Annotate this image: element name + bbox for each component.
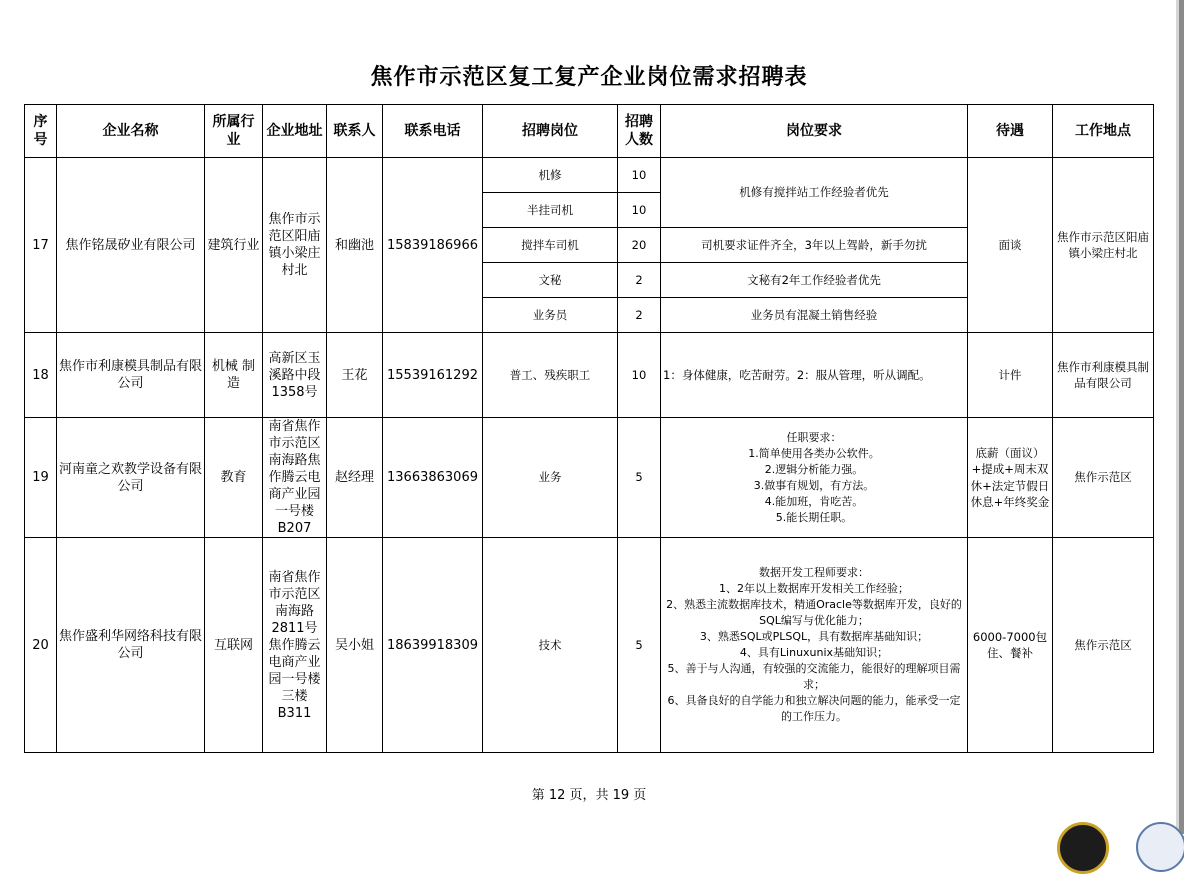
- header-requirement: 岗位要求: [661, 105, 968, 158]
- row-position: 业务员: [483, 298, 618, 333]
- row-pay: 计件: [968, 333, 1053, 418]
- row-requirement: [661, 418, 968, 538]
- row-address: 南省焦作市示范区南海路焦作腾云电商产业园一号楼B207: [263, 418, 327, 538]
- row-position: 文秘: [483, 263, 618, 298]
- row-company: 焦作铭晟矽业有限公司: [57, 158, 205, 333]
- row-industry: 机械 制造: [205, 333, 263, 418]
- row-requirement: [661, 538, 968, 753]
- row-count: 2: [618, 298, 661, 333]
- row-requirement: 文秘有2年工作经验者优先: [661, 263, 968, 298]
- header-address: 企业地址: [263, 105, 327, 158]
- row-industry: 教育: [205, 418, 263, 538]
- row-position: 机修: [483, 158, 618, 193]
- row-address: 焦作市示范区阳庙镇小梁庄村北: [263, 158, 327, 333]
- header-count: 招聘人数: [618, 105, 661, 158]
- header-industry: 所属行业: [205, 105, 263, 158]
- row-address: 南省焦作市示范区南海路2811号焦作腾云电商产业园一号楼三楼B311: [263, 538, 327, 753]
- row-contact: 和幽池: [327, 158, 383, 333]
- header-company: 企业名称: [57, 105, 205, 158]
- row-count: 10: [618, 333, 661, 418]
- header-seq: 序号: [25, 105, 57, 158]
- row-phone: 15839186966: [383, 158, 483, 333]
- table-row: [25, 538, 1154, 753]
- row-seq: 19: [25, 418, 57, 538]
- requirement-line: 4、具有Linuxunix基础知识；: [739, 646, 889, 659]
- header-phone: 联系电话: [383, 105, 483, 158]
- header-workplace: 工作地点: [1053, 105, 1154, 158]
- row-position: 半挂司机: [483, 193, 618, 228]
- row-pay: 6000-7000包住、餐补: [968, 538, 1053, 753]
- row-phone: 18639918309: [383, 538, 483, 753]
- requirement-line: 任职要求：: [786, 430, 842, 444]
- row-contact: 吴小姐: [327, 538, 383, 753]
- row-pay: 面谈: [968, 158, 1053, 333]
- badge-icon: [1136, 822, 1184, 872]
- requirement-line: 1、2年以上数据库开发相关工作经验；: [719, 582, 909, 595]
- row-company: 河南童之欢教学设备有限公司: [57, 418, 205, 538]
- row-count: 2: [618, 263, 661, 298]
- requirement-line: 2.逻辑分析能力强。: [764, 462, 864, 476]
- row-seq: 20: [25, 538, 57, 753]
- row-requirement: 司机要求证件齐全，3年以上驾龄，新手勿扰: [661, 228, 968, 263]
- row-count: 20: [618, 228, 661, 263]
- header-pay: 待遇: [968, 105, 1053, 158]
- row-seq: 17: [25, 158, 57, 333]
- row-phone: 15539161292: [383, 333, 483, 418]
- row-requirement: 机修有搅拌站工作经验者优先: [661, 158, 968, 228]
- seal-icon: [1057, 822, 1109, 874]
- row-position: 普工、残疾职工: [483, 333, 618, 418]
- row-count: 10: [618, 158, 661, 193]
- row-seq: 18: [25, 333, 57, 418]
- requirement-line: 1.简单使用各类办公软件。: [748, 446, 880, 460]
- page-edge: [1179, 0, 1184, 834]
- requirement-line: 3.做事有规划，有方法。: [753, 478, 875, 492]
- row-industry: 互联网: [205, 538, 263, 753]
- row-company: 焦作市利康模具制品有限公司: [57, 333, 205, 418]
- table-row: [25, 158, 1154, 193]
- row-contact: 赵经理: [327, 418, 383, 538]
- table-row: [25, 418, 1154, 538]
- row-count: 5: [618, 418, 661, 538]
- row-requirement: 业务员有混凝土销售经验: [661, 298, 968, 333]
- row-company: 焦作盛利华网络科技有限公司: [57, 538, 205, 753]
- requirement-line: 5.能长期任职。: [775, 510, 853, 524]
- row-requirement: 1：身体健康，吃苦耐劳。2：服从管理，听从调配。: [661, 333, 968, 418]
- row-position: 业务: [483, 418, 618, 538]
- row-industry: 建筑行业: [205, 158, 263, 333]
- page-title: 焦作市示范区复工复产企业岗位需求招聘表: [370, 65, 808, 90]
- requirement-line: 3、熟悉SQL或PLSQL，具有数据库基础知识；: [699, 630, 929, 643]
- row-phone: 13663863069: [383, 418, 483, 538]
- row-address: 高新区玉溪路中段1358号: [263, 333, 327, 418]
- row-workplace: 焦作市利康模具制品有限公司: [1053, 333, 1154, 418]
- row-count: 10: [618, 193, 661, 228]
- requirement-line: 4.能加班，肯吃苦。: [764, 494, 864, 508]
- row-workplace: 焦作市示范区阳庙镇小梁庄村北: [1053, 158, 1154, 333]
- header-row: [25, 105, 1154, 158]
- row-workplace: 焦作示范区: [1053, 538, 1154, 753]
- row-contact: 王花: [327, 333, 383, 418]
- table-row: [25, 333, 1154, 418]
- row-position: 搅拌车司机: [483, 228, 618, 263]
- requirement-line: 2、熟悉主流数据库技术，精通Oracle等数据库开发，良好的SQL编写与优化能力；: [666, 598, 962, 627]
- row-pay: 底薪（面议）+提成+周末双休+法定节假日休息+年终奖金: [968, 418, 1053, 538]
- recruitment-table: [24, 104, 1154, 753]
- requirement-line: 数据开发工程师要求：: [759, 566, 869, 579]
- header-contact: 联系人: [327, 105, 383, 158]
- requirement-line: 5、善于与人沟通，有较强的交流能力，能很好的理解项目需求；: [667, 662, 961, 691]
- row-position: 技术: [483, 538, 618, 753]
- page-number-footer: 第 12 页，共 19 页: [531, 788, 647, 803]
- row-workplace: 焦作示范区: [1053, 418, 1154, 538]
- row-count: 5: [618, 538, 661, 753]
- requirement-line: 6、具备良好的自学能力和独立解决问题的能力，能承受一定的工作压力。: [667, 694, 961, 723]
- header-position: 招聘岗位: [483, 105, 618, 158]
